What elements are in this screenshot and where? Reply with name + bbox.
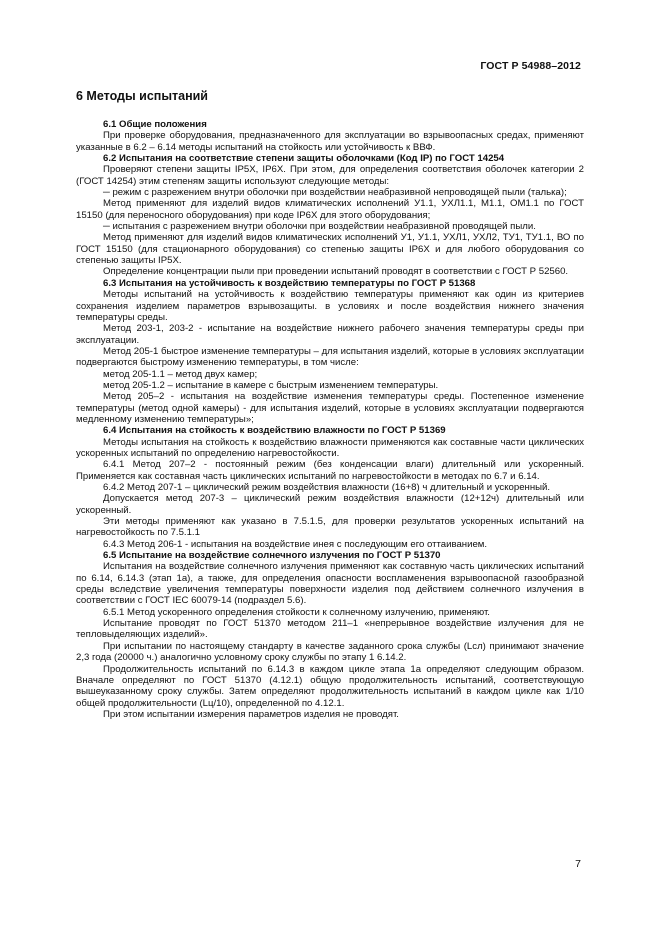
- paragraph: ─ испытания с разрежением внутри оболочки при воздействии неабразивной проводящей пыли.: [103, 221, 536, 233]
- page-content: [76, 89, 584, 720]
- paragraph: метод 205-1.2 – испытание в камере с быстрым изменением температуры.: [103, 379, 439, 391]
- paragraph: Испытание проводят по ГОСТ 51370 методом 211–1 «непрерывное воздействие излучения для не тепловыделяющих изделий».: [76, 618, 584, 641]
- section-title: 6 Методы испытаний: [76, 89, 208, 103]
- subsection-heading: 6.1 Общие положения: [103, 119, 207, 130]
- paragraph: Метод 203-1, 203-2 - испытание на воздействие нижнего рабочего значения температуры среды при эксплуатации.: [76, 323, 584, 346]
- paragraph-list: [76, 119, 584, 720]
- paragraph: Метод применяют для изделий видов климатических исполнений У1.1, УХЛ1.1, М1.1, ОМ1.1 по ГОСТ 15150 (для переносного оборудования) при коде IP6X для этого оборудования;: [76, 198, 584, 221]
- paragraph: Метод применяют для изделий видов климатических исполнений У1, У1.1, УХЛ1, УХЛ2, ТУ1, ТУ1.1, ВО по ГОСТ 15150 (для стационарного оборудования) со степенью защиты IP6X и для любого оборудования со степенью защиты IP5X.: [76, 232, 584, 267]
- paragraph: 6.4.1 Метод 207–2 - постоянный режим (без конденсации влаги) длительный или ускоренный. Применяется как составная часть циклических испытаний по нагревостойкости в методах по 6.7 и 6.14.: [76, 459, 584, 482]
- paragraph: Методы испытания на стойкость к воздействию влажности применяются как составные части циклических ускоренных испытаний по определению нагревостойкости.: [76, 436, 584, 459]
- paragraph: Допускается метод 207-3 – циклический режим воздействия влажности (12+12ч) длительный или ускоренный.: [76, 493, 584, 516]
- subsection-heading: 6.2 Испытания на соответствие степени защиты оболочками (Код IP) по ГОСТ 14254: [103, 153, 505, 165]
- standard-number: ГОСТ Р 54988–2012: [480, 60, 581, 72]
- paragraph: Проверяют степени защиты IP5X, IP6X. При этом, для определения соответствия оболочек категории 2 (ГОСТ 14254) этим степеням защиты используют следующие методы:: [76, 164, 584, 187]
- page-number: 7: [575, 858, 581, 870]
- paragraph: Определение концентрации пыли при проведении испытаний проводят в соответствии с ГОСТ Р 52560.: [103, 266, 569, 278]
- paragraph: При испытании по настоящему стандарту в качестве заданного срока службы (Lсл) принимают значение 2,3 года (20000 ч.) аналогично условному сроку службы по этапу 1 6.14.2.: [76, 640, 584, 664]
- paragraph: ─ режим с разрежением внутри оболочки при воздействии неабразивной непроводящей пыли (талька);: [103, 187, 567, 199]
- paragraph: При этом испытании измерения параметров изделия не проводят.: [103, 708, 399, 720]
- paragraph: Метод 205–2 - испытания на воздействие изменения температуры среды. Постепенное изменение температуры (метод одной камеры) - для испытания изделий, которые в условиях эксплуатации подвергаются медленному изменению температуры»;: [76, 391, 584, 425]
- subsection-heading: 6.5 Испытание на воздействие солнечного излучения по ГОСТ Р 51370: [103, 550, 441, 562]
- paragraph: Метод 205-1 быстрое изменение температуры – для испытания изделий, которые в условиях эксплуатации подвергаются быстрому изменению температуры, в том числе:: [76, 345, 584, 369]
- paragraph: метод 205-1.1 – метод двух камер;: [103, 368, 258, 380]
- paragraph: 6.4.3 Метод 206-1 - испытания на воздействие инея с последующим его оттаиванием.: [103, 538, 488, 550]
- subsection-heading: 6.4 Испытания на стойкость к воздействию влажности по ГОСТ Р 51369: [103, 425, 446, 437]
- paragraph: Испытания на воздействие солнечного излучения применяют как составную часть циклических испытаний по 6.14, 6.14.3 (этап 1а), а также, для определения опасности воспламенения взрывоопасной газообразной среды вследствие увеличения температуры поверхности изделия под действием солнечного излучения в соответствии с ГОСТ IEC 60079-14 (подраздел 5.6).: [76, 561, 584, 607]
- paragraph: Методы испытаний на устойчивость к воздействию температуры применяют как один из критериев сохранения изделием параметров взрывозащиты. в условиях и после воздействия нижнего значения температуры среды.: [76, 289, 584, 323]
- paragraph: Продолжительность испытаний по 6.14.3 в каждом цикле этапа 1а определяют следующим образом. Вначале определяют по ГОСТ 51370 (4.12.1) общую продолжительность испытаний, соответствующую вышеуказанному сроку службы. Затем определяют продолжительность испытаний в каждом цикле как 1/10 общей продолжительности (Lц/10), определенной по 4.12.1.: [76, 663, 584, 709]
- paragraph: 6.5.1 Метод ускоренного определения стойкости к солнечному излучению, применяют.: [103, 606, 490, 618]
- subsection-heading: 6.3 Испытания на устойчивость к воздействию температуры по ГОСТ Р 51368: [103, 277, 476, 289]
- paragraph: Эти методы применяют как указано в 7.5.1.5, для проверки результатов ускоренных испытаний на нагревостойкость по 7.5.1.1: [76, 516, 584, 539]
- paragraph: При проверке оборудования, предназначенного для эксплуатации во взрывоопасных средах, применяют указанные в 6.2 – 6.14 методы испытаний на стойкость или устойчивость к ВВФ.: [76, 130, 584, 153]
- paragraph: 6.4.2 Метод 207-1 – циклический режим воздействия влажности (16+8) ч длительный и ускоренный.: [103, 482, 551, 493]
